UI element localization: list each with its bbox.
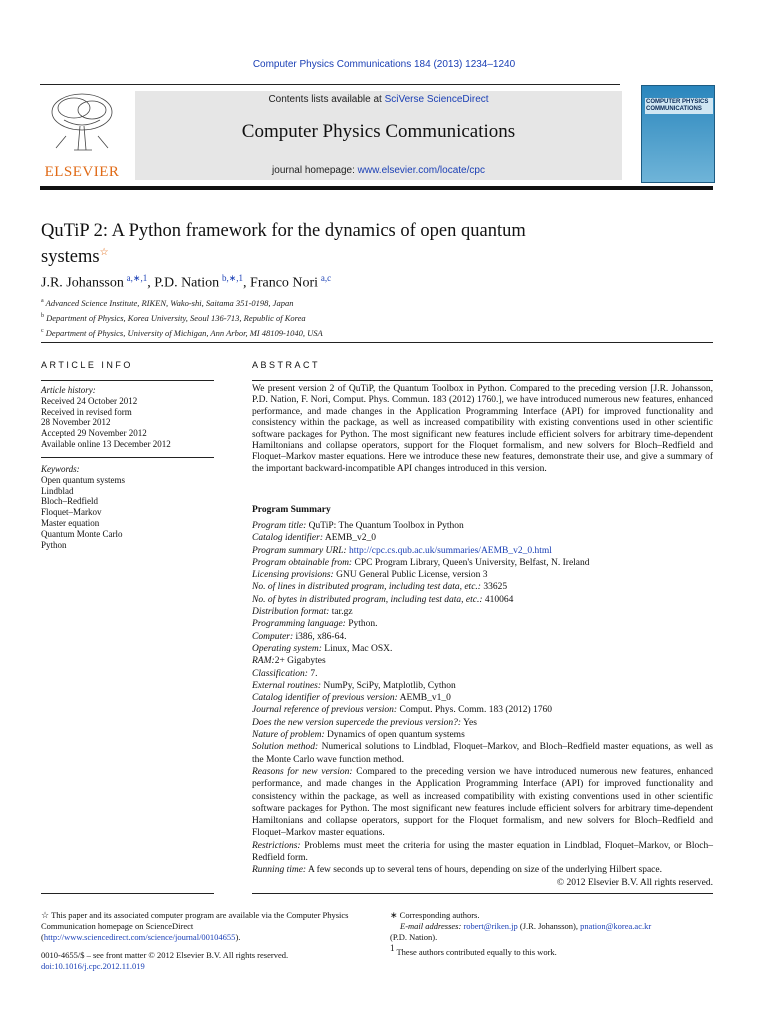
elsevier-wordmark: ELSEVIER: [44, 164, 120, 180]
program-summary-field: [252, 643, 713, 655]
contents-line: [135, 94, 622, 105]
program-summary-field: [252, 655, 713, 667]
article-history: [41, 385, 214, 450]
history-line: Available online 13 December 2012: [41, 438, 171, 449]
field-value: tar.gz: [329, 607, 353, 618]
copyright-notice: © 2012 Elsevier B.V. All rights reserved.: [556, 877, 713, 888]
running-time: Running time: A few seconds up to several tens of hours, depending on size of the underlying Hilbert space.: [252, 865, 662, 876]
reasons-for-new-version: Reasons for new version: Compared to the preceding version we have introduced numerous new features, enhanced performance, and made changes in the Application Programming Interface (API) for improved functionality and consistency within the package, as well as increased compatibility with existing conventions used in other scientific software packages for Python. The most significant new features include efficient solvers for arbitrary time-dependent Hamiltonians and collapse operators, support for the Floquet formalism, and new solvers for Bloch–Redfield and Floquet–Markov master equations.: [252, 766, 713, 839]
field-value: AEMB_v1_0: [397, 693, 451, 704]
field-value: 33625: [480, 582, 508, 593]
field-label: RAM:: [252, 656, 275, 667]
title-line-1: QuTiP 2: A Python framework for the dynamics of open quantum: [41, 221, 526, 241]
field-label: Catalog identifier:: [252, 533, 323, 544]
keyword-item: Master equation: [41, 517, 100, 528]
field-value: QuTiP: The Quantum Toolbox in Python: [306, 521, 464, 531]
abstract-bottom-rule: [252, 893, 713, 894]
journal-title: Computer Physics Communications: [241, 121, 516, 142]
program-summary-field: [252, 606, 713, 618]
keyword-item: Open quantum systems: [41, 474, 125, 485]
sciencedirect-link[interactable]: SciVerse ScienceDirect: [384, 94, 489, 105]
field-label: Catalog identifier of previous version:: [252, 693, 398, 704]
sciencedirect-journal-link[interactable]: http://www.sciencedirect.com/science/journal/00104655: [43, 932, 236, 942]
journal-masthead: [40, 84, 713, 190]
field-label: Program title:: [252, 521, 307, 531]
keywords-label: Keywords:: [41, 464, 80, 474]
author-affiliation-marks[interactable]: a,∗,1: [126, 273, 148, 283]
author-affiliation-marks[interactable]: a,c: [320, 273, 332, 283]
program-summary-field: [252, 631, 713, 643]
history-line: Received in revised form: [41, 406, 132, 417]
affiliation-item: $^c$ Department of Physics, University of Michigan, Ann Arbor, MI 48109-1040, USA: [41, 327, 323, 338]
article-info-bottom-rule: [41, 893, 214, 894]
contents-prefix: Contents lists available at: [268, 94, 385, 105]
paper-title: [41, 220, 641, 268]
field-value: AEMB_v2_0: [322, 533, 377, 544]
field-value: Yes: [461, 717, 477, 728]
program-summary-field: [252, 520, 713, 532]
homepage-line: [135, 165, 622, 176]
author-list: J.R. Johansson $^{a,∗,1}$, P.D. Nation $^{b,∗,1}$, Franco Nori $^{a,c}$: [41, 273, 332, 291]
field-label: Does the new version supercede the previous version?:: [252, 717, 462, 728]
cover-title: COMPUTER PHYSICS COMMUNICATIONS: [645, 98, 713, 114]
program-summary-field: [252, 618, 713, 630]
footnotes-right: ∗ Corresponding authors. E-mail addresses: robert@riken.jp (J.R. Johansson), pnation@korea.ac.kr (P.D. Nation). $^1$ These authors contributed equally to this work.: [390, 910, 713, 958]
field-value: i386, x86-64.: [293, 631, 347, 642]
field-value: 410064: [482, 594, 514, 605]
email-addresses: E-mail addresses: robert@riken.jp (J.R. Johansson), pnation@korea.ac.kr: [400, 921, 652, 931]
field-value: Dynamics of open quantum systems: [324, 730, 465, 741]
doi-link[interactable]: doi:10.1016/j.cpc.2012.11.019: [41, 961, 145, 971]
title-footnote-mark[interactable]: ☆: [99, 247, 109, 258]
history-line: Accepted 29 November 2012: [41, 428, 147, 439]
author-name: J.R. Johansson: [41, 275, 124, 291]
solution-method: Solution method: Numerical solutions to Lindblad, Floquet–Markov, and Bloch–Redfield master equations, as well as the Monte Carlo wave function method.: [252, 742, 713, 765]
field-value: 7.: [307, 668, 318, 679]
journal-citation[interactable]: Computer Physics Communications 184 (2013) 1234–1240: [252, 59, 516, 70]
field-label: Operating system:: [252, 643, 322, 654]
field-label: Programming language:: [252, 619, 346, 630]
masthead-top-rule: [40, 84, 620, 85]
keyword-item: Floquet–Markov: [41, 507, 102, 518]
program-summary-field: [252, 545, 713, 557]
keywords: [41, 464, 214, 550]
affiliation-item: $^a$ Advanced Science Institute, RIKEN, Wako-shi, Saitama 351-0198, Japan: [41, 297, 294, 308]
footnote-star-mark: ☆: [41, 910, 50, 920]
program-summary-url-link[interactable]: http://cpc.cs.qub.ac.uk/summaries/AEMB_v2_0.html: [346, 545, 552, 556]
program-summary-field: [252, 680, 713, 692]
footnotes-left: [41, 910, 371, 972]
restrictions: Restrictions: Problems must meet the criteria for using the master equation in Lindblad, Floquet–Markov, or Bloch–Redfield form.: [252, 840, 713, 864]
field-value: GNU General Public License, version 3: [333, 570, 488, 581]
abstract-rule: [252, 380, 713, 381]
author-affiliation-marks[interactable]: b,∗,1: [221, 273, 244, 283]
program-summary: [252, 520, 713, 889]
email-link[interactable]: robert@riken.jp: [463, 921, 518, 931]
program-summary-field: [252, 692, 713, 704]
program-summary-fields: [252, 520, 713, 741]
field-label: Licensing provisions:: [252, 570, 334, 581]
keyword-item: Bloch–Redfield: [41, 496, 98, 507]
program-summary-field: [252, 581, 713, 593]
equal-contribution-note: $^1$ These authors contributed equally to this work.: [390, 943, 557, 957]
field-label: Classification:: [252, 668, 308, 679]
issn-line: 0010-4655/$ – see front matter © 2012 Elsevier B.V. All rights reserved.: [41, 950, 289, 960]
elsevier-logo: [40, 90, 124, 180]
field-value: Python.: [345, 619, 378, 630]
homepage-prefix: journal homepage:: [272, 165, 358, 176]
article-info-heading: ARTICLE INFO: [41, 360, 133, 370]
field-value: Comput. Phys. Comm. 183 (2012) 1760: [397, 705, 553, 716]
star-footnote: ☆ This paper and its associated computer program are available via the Computer Physics Communication homepage on ScienceDirect (http://www.sciencedirect.com/science/journal/00104655).: [41, 910, 349, 942]
field-label: Journal reference of previous version:: [252, 705, 398, 716]
field-label: Computer:: [252, 631, 294, 642]
history-label: Article history:: [41, 385, 96, 395]
history-divider: [41, 457, 214, 458]
field-label: Program summary URL:: [252, 545, 347, 556]
journal-banner: [135, 91, 622, 180]
abstract-heading: ABSTRACT: [252, 360, 321, 370]
author-name: P.D. Nation: [154, 275, 220, 291]
masthead-bottom-rule: [40, 186, 713, 190]
author-name: Franco Nori: [250, 275, 319, 291]
program-summary-field: [252, 594, 713, 606]
field-value: CPC Program Library, Queen's University, Belfast, N. Ireland: [352, 557, 590, 568]
program-summary-heading: Program Summary: [252, 505, 331, 515]
program-summary-field: [252, 532, 713, 544]
abstract-body: We present version 2 of QuTiP, the Quantum Toolbox in Python. Compared to the preceding version [J.R. Johansson, P.D. Nation, F. Nori, Comput. Phys. Commun. 183 (2012) 1760.], we have introduced numerous new features, enhanced performance, and made changes in the Application Programming Interface (API) for improved functionality and consistency within the package, as well as increased compatibility with existing conventions used in other scientific software packages for Python. The most significant new features include efficient solvers for arbitrary time-dependent Hamiltonians and collapse operators, support for the Floquet formalism, and new solvers for Bloch–Redfield and Floquet–Markov master equations. Here we introduce these new features, demonstrate their use, and give a summary of the important backward-incompatible API changes introduced in this version.: [252, 384, 713, 474]
homepage-link[interactable]: www.elsevier.com/locate/cpc: [357, 165, 485, 176]
affiliation-item: $^b$ Department of Physics, Korea University, Seoul 136-713, Republic of Korea: [41, 312, 306, 323]
title-line-2: systems: [41, 247, 100, 268]
field-value: NumPy, SciPy, Matplotlib, Cython: [321, 680, 456, 691]
field-value: Linux, Mac OSX.: [321, 643, 393, 654]
program-summary-field: [252, 569, 713, 581]
program-summary-field: [252, 717, 713, 729]
affiliation-list: [41, 295, 641, 339]
field-label: Distribution format:: [252, 607, 330, 618]
corresponding-authors: ∗ Corresponding authors.: [390, 910, 480, 920]
keyword-item: Python: [41, 539, 67, 550]
article-info-rule: [41, 380, 214, 381]
keyword-item: Quantum Monte Carlo: [41, 528, 123, 539]
elsevier-tree-icon: [44, 90, 120, 154]
program-summary-field: [252, 704, 713, 716]
program-summary-field: [252, 729, 713, 741]
history-line: Received 24 October 2012: [41, 395, 138, 406]
field-label: No. of bytes in distributed program, including test data, etc.:: [252, 594, 483, 605]
field-label: No. of lines in distributed program, including test data, etc.:: [252, 582, 481, 593]
journal-cover-thumbnail: [641, 85, 715, 183]
field-label: Program obtainable from:: [252, 557, 353, 568]
field-label: Nature of problem:: [252, 730, 325, 741]
history-line: 28 November 2012: [41, 417, 111, 428]
program-summary-field: [252, 557, 713, 569]
program-summary-field: [252, 668, 713, 680]
keyword-item: Lindblad: [41, 485, 74, 496]
email-link[interactable]: pnation@korea.ac.kr: [580, 921, 652, 931]
header-divider: [41, 342, 713, 343]
field-value: 2+ Gigabytes: [274, 656, 326, 667]
field-label: External routines:: [252, 680, 322, 691]
